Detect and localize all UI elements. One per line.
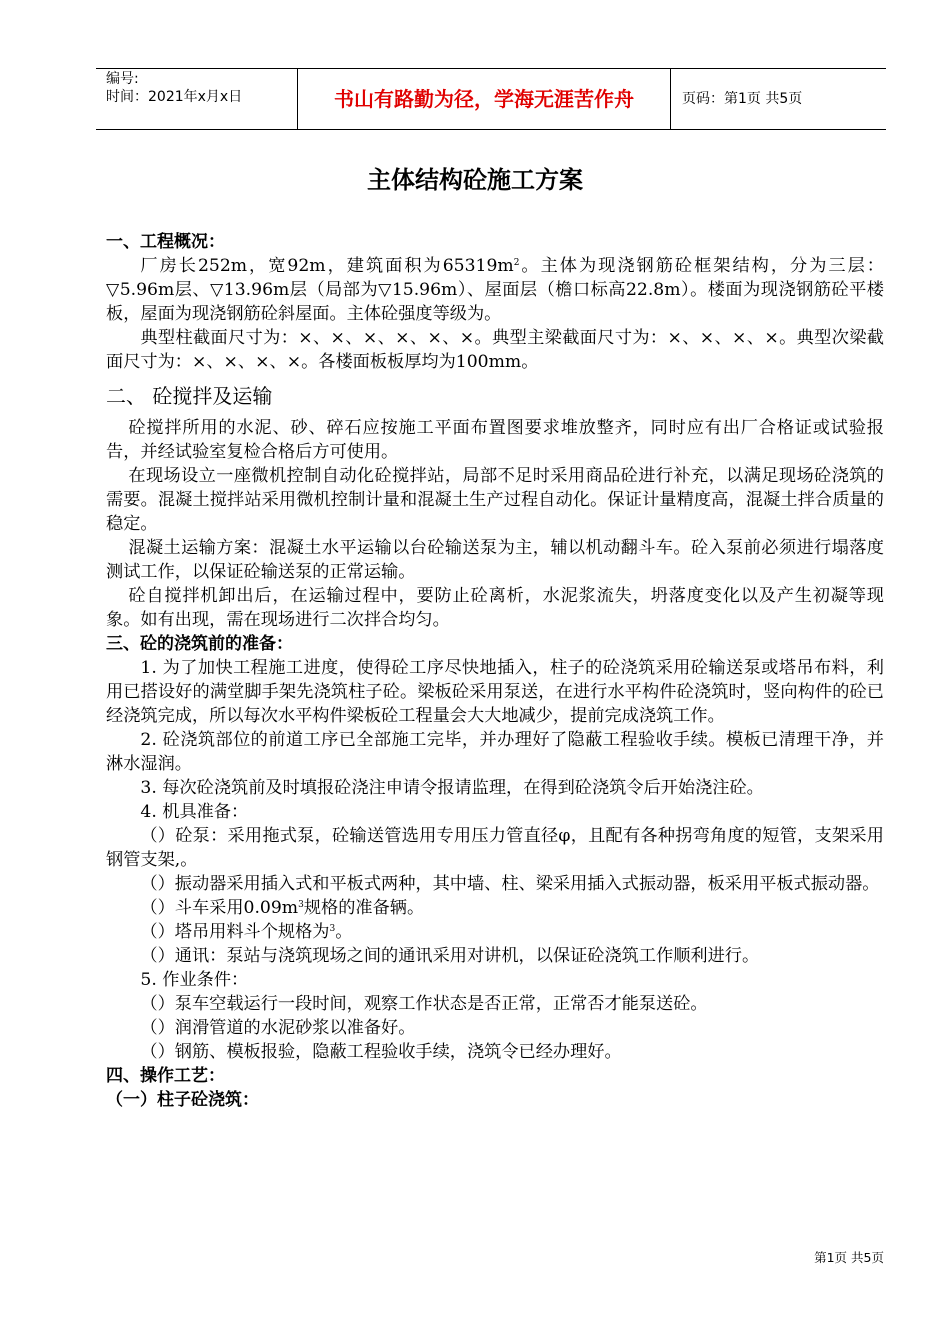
list-item: （）钢筋、模板报验，隐蔽工程验收手续，浇筑令已经办理好。	[140, 1042, 622, 1062]
list-item: 3. 每次砼浇筑前及时填报砼浇注申请令报请监理，在得到砼浇筑令后开始浇注砼。	[140, 778, 764, 798]
list-item: （）砼泵：采用拖式泵，砼输送管选用专用压力管直径φ，且配有各种拐弯角度的短管，支架采用钢管支架,。	[106, 826, 884, 870]
section-heading: 一、工程概况：	[106, 232, 225, 252]
list-item: 4. 机具准备：	[140, 802, 249, 822]
text: （）塔吊用料斗个规格为	[140, 922, 330, 942]
document-title: 主体结构砼施工方案	[367, 166, 583, 194]
superscript: 3	[298, 900, 304, 910]
text: （）斗车采用0.09m	[140, 898, 299, 918]
list-item: （）泵车空载运行一段时间，观察工作状态是否正常，正常否才能泵送砼。	[140, 994, 708, 1014]
text: 规格的准备辆。	[303, 898, 425, 918]
header-motto: 书山有路勤为径，学海无涯苦作舟	[334, 87, 634, 111]
list-item: 1. 为了加快工程施工进度，使得砼工序尽快地插入，柱子的砼浇筑采用砼输送泵或塔吊布料，利用已搭设好的满堂脚手架先浇筑柱子砼。梁板砼采用泵送，在进行水平构件砼浇筑时，竖向构件的砼已经浇筑完成，所以每次水平构件梁板砼工程量会大大地减少，提前完成浇筑工作。	[106, 658, 884, 726]
paragraph: 混凝土运输方案：混凝土水平运输以台砼输送泵为主，辅以机动翻斗车。砼入泵前必须进行塌落度测试工作，以保证砼输送泵的正常运输。	[106, 538, 884, 582]
header-meta	[106, 69, 296, 129]
section-heading: 二、 砼搅拌及运输	[106, 384, 273, 408]
list-item: 5. 作业条件：	[140, 970, 249, 990]
list-item: 2. 砼浇筑部位的前道工序已全部施工完毕，并办理好了隐蔽工程验收手续。模板已清理干净，并淋水湿润。	[106, 730, 884, 774]
code-label: 编号:	[106, 71, 139, 87]
document-body	[106, 230, 884, 1112]
paragraph: 典型柱截面尺寸为：×、×、×、×、×、×。典型主梁截面尺寸为：×、×、×、×。典型次梁截面尺寸为：×、×、×、×。各楼面板板厚均为100mm。	[106, 328, 884, 372]
list-item: （）润滑管道的水泥砂浆以准备好。	[140, 1018, 416, 1038]
superscript: 2	[513, 258, 520, 268]
document-header	[96, 68, 886, 130]
section-heading: 四、操作工艺：	[106, 1066, 225, 1086]
paragraph	[106, 254, 884, 326]
list-item	[106, 920, 884, 944]
subsection-heading: （一）柱子砼浇筑：	[106, 1090, 259, 1110]
paragraph: 砼自搅拌机卸出后，在运输过程中，要防止砼离析，水泥浆流失，坍落度变化以及产生初凝等现象。如有出现，需在现场进行二次拌合均匀。	[106, 586, 884, 630]
section-heading: 三、砼的浇筑前的准备：	[106, 634, 293, 654]
superscript: 3	[329, 924, 336, 934]
text: 厂房长252m，宽92m，建筑面积为65319m	[140, 256, 514, 276]
list-item: （）振动器采用插入式和平板式两种，其中墙、柱、梁采用插入式振动器，板采用平板式振动器。	[140, 874, 880, 894]
header-page-label: 页码：第1页 共5页	[682, 91, 803, 107]
list-item: （）通讯：泵站与浇筑现场之间的通讯采用对讲机，以保证砼浇筑工作顺利进行。	[140, 946, 760, 966]
paragraph: 在现场设立一座微机控制自动化砼搅拌站，局部不足时采用商品砼进行补充，以满足现场砼浇筑的需要。混凝土搅拌站采用微机控制计量和混凝土生产过程自动化。保证计量精度高，混凝土拌合质量的稳定。	[106, 466, 884, 534]
text: 。主体为现浇钢筋砼框架结构，分为三层：▽5.96m层、▽13.96m层（局部为▽15.96m）、屋面层（檐口标高22.8m）。楼面为现浇钢筋砼平楼板，屋面为现浇钢筋砼斜屋面。主体砼强度等级为。	[106, 256, 884, 324]
header-divider	[670, 69, 671, 129]
text: 。	[335, 922, 353, 942]
paragraph: 砼搅拌所用的水泥、砂、碎石应按施工平面布置图要求堆放整齐，同时应有出厂合格证或试验报告，并经试验室复检合格后方可使用。	[106, 418, 884, 462]
page-footer: 第1页 共5页	[814, 1250, 884, 1265]
list-item	[106, 896, 884, 920]
time-label: 时间：2021年x月x日	[106, 89, 243, 105]
